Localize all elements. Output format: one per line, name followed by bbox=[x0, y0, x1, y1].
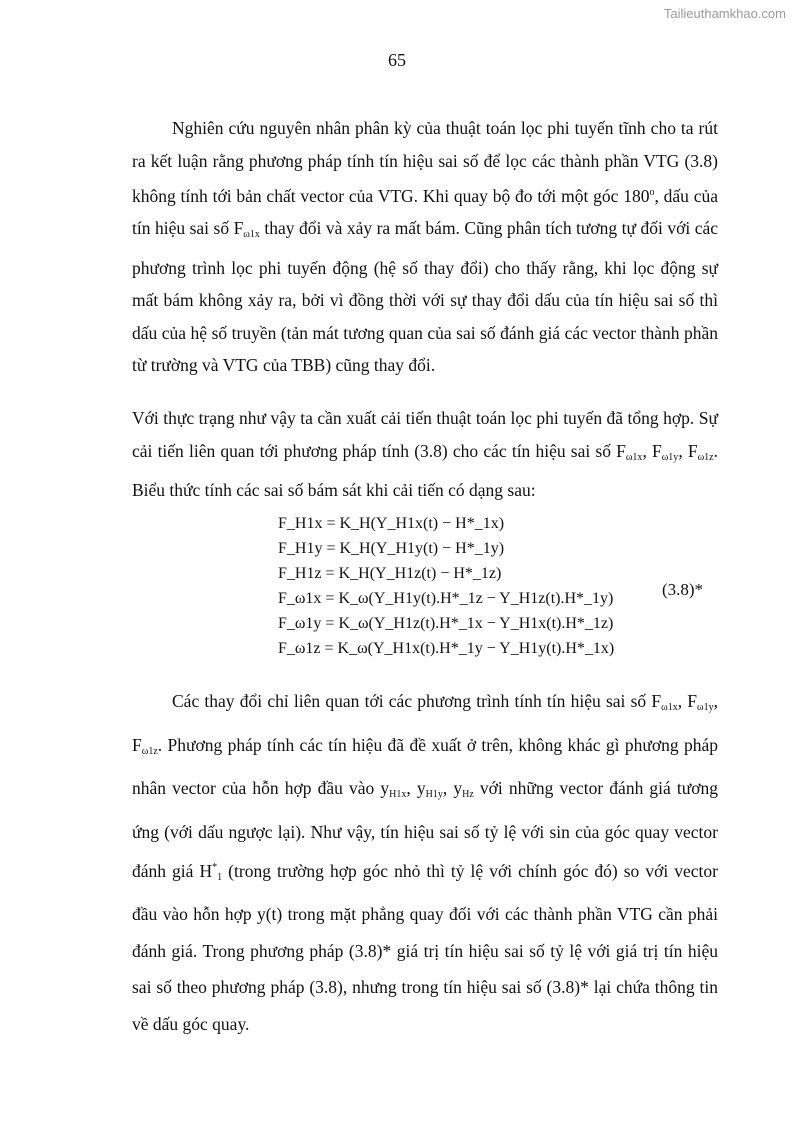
p1-text-b: , dấu của tín hiệu sai số bbox=[132, 185, 718, 239]
symbol-y-h1y: $y_{H1y}$ bbox=[416, 778, 443, 800]
equation-2: F_H1y = K_H(Y_H1y(t) − H*_1y) bbox=[278, 540, 505, 557]
equation-label: (3.8)* bbox=[662, 580, 704, 599]
symbol-y-h1x: $y_{H1x}$ bbox=[380, 778, 407, 800]
degree-sup: o bbox=[649, 187, 655, 198]
symbol-y-hz: $y_{Hz}$ bbox=[453, 778, 474, 800]
symbol-f-omega-1z: $F_{\omega 1z}$ bbox=[687, 440, 714, 463]
symbol-h-star-1: $H^*_1$ bbox=[199, 860, 223, 883]
equation-6: F_ω1z = K_ω(Y_H1x(t).H*_1y − Y_H1y(t).H*_1x) bbox=[278, 640, 615, 657]
symbol-f-omega-1y: $F_{\omega 1y}$ bbox=[651, 440, 679, 463]
paragraph-2: Với thực trạng như vậy ta cần xuất cải tiến thuật toán lọc phi tuyến đã tổng hợp. Sự cải tiến liên quan tới phương pháp tính (3.8) cho các tín hiệu sai số $F_{\omega 1x}$, $F_{\omega 1y}$, $F_{\omega 1z}$. Biểu thức tính các sai số bám sát khi cải tiến có dạng sau: bbox=[132, 408, 718, 500]
p3-text-d: (trong trường hợp góc nhỏ thì tỷ lệ với chính góc đó) so với vector đầu vào hỗn hợp y(t) trong mặt phẳng quay đối với các thành phần VTG cần phải đánh giá. Trong phương pháp (3.8)* giá trị tín hiệu sai số tỷ lệ với giá trị tín hiệu sai số theo phương pháp (3.8), nhưng trong tín hiệu sai số (3.8)* lại chứa thông tin về dấu góc quay. bbox=[132, 860, 718, 1034]
equation-4: F_ω1x = K_ω(Y_H1y(t).H*_1z − Y_H1z(t).H*_1y) bbox=[278, 590, 614, 607]
p1-text-a: Nghiên cứu nguyên nhân phân kỳ của thuật toán lọc phi tuyến tĩnh cho ta rút ra kết luận rằng phương pháp tính tín hiệu sai số để lọc các thành phần VTG (3.8) không tính tới bản chất vector của VTG. Khi quay bộ đo tới một góc 180 bbox=[132, 118, 718, 206]
symbol-f-omega-1x: $F_{\omega 1x}$ bbox=[651, 691, 678, 713]
symbol-f-omega-1x: $F_{\omega 1x}$ bbox=[616, 440, 643, 463]
symbol-f-omega-1x: $F_{\omega 1x}$ bbox=[233, 218, 260, 241]
paragraph-1 bbox=[132, 112, 718, 382]
p3-text-c: với những vector đánh giá tương ứng (với dấu ngược lại). Như vậy, tín hiệu sai số tỷ lệ với sin của góc quay vector đánh giá bbox=[132, 778, 719, 881]
p3-text-a: Các thay đổi chỉ liên quan tới các phương trình tính tín hiệu sai số bbox=[172, 691, 652, 711]
p2-text-a: Với thực trạng như vậy ta cần xuất cải tiến thuật toán lọc phi tuyến đã tổng hợp. Sự cải tiến liên quan tới phương pháp tính (3.8) cho các tín hiệu sai số bbox=[132, 408, 718, 461]
p3-text-b: . Phương pháp tính các tín hiệu đã đề xuất ở trên, không khác gì phương pháp nhân vector của hỗn hợp đầu vào bbox=[132, 734, 718, 798]
equation-block bbox=[278, 511, 614, 661]
paragraph-3: Các thay đổi chỉ liên quan tới các phương trình tính tín hiệu sai số $F_{\omega 1x}$, $F_{\omega 1y}$, $F_{\omega 1z}$. Phương pháp tính các tín hiệu đã đề xuất ở trên, không khác gì phương pháp nhân vector của hỗn hợp đầu vào $y_{H1x}$, $y_{H1y}$, $y_{Hz}$ với những vector đánh giá tương ứng (với dấu ngược lại). Như vậy, tín hiệu sai số tỷ lệ với sin của góc quay vector đánh giá $H^*_1$ (trong trường hợp góc nhỏ thì tỷ lệ với chính góc đó) so với vector đầu vào hỗn hợp y(t) trong mặt phẳng quay đối với các thành phần VTG cần phải đánh giá. Trong phương pháp (3.8)* giá trị tín hiệu sai số tỷ lệ với giá trị tín hiệu sai số theo phương pháp (3.8), nhưng trong tín hiệu sai số (3.8)* lại chứa thông tin về dấu góc quay. bbox=[132, 691, 719, 1034]
page-number: 65 bbox=[388, 50, 406, 70]
equation-3: F_H1z = K_H(Y_H1z(t) − H*_1z) bbox=[278, 565, 502, 582]
symbol-f-omega-1y: $F_{\omega 1y}$ bbox=[687, 691, 714, 713]
watermark: Tailieuthamkhao.com bbox=[663, 6, 786, 21]
symbol-f-omega-1z: $F_{\omega 1z}$ bbox=[132, 734, 158, 757]
equation-5: F_ω1y = K_ω(Y_H1z(t).H*_1x − Y_H1x(t).H*_1z) bbox=[278, 615, 614, 632]
p2-text-b: . Biểu thức tính các sai số bám sát khi cải tiến có dạng sau: bbox=[132, 440, 718, 500]
equation-1: F_H1x = K_H(Y_H1x(t) − H*_1x) bbox=[278, 515, 505, 532]
p1-text-c: thay đổi và xảy ra mất bám. Cũng phân tích tương tự đối với các phương trình lọc phi tuyến động (hệ số thay đổi) cho thấy rằng, khi lọc động sự mất bám không xảy ra, bởi vì đồng thời với sự thay đổi dấu của tín hiệu sai số thì dấu của hệ số truyền (tản mát tương quan của sai số đánh giá các vector thành phần từ trường và VTG của TBB) cũng thay đổi. bbox=[132, 218, 718, 376]
